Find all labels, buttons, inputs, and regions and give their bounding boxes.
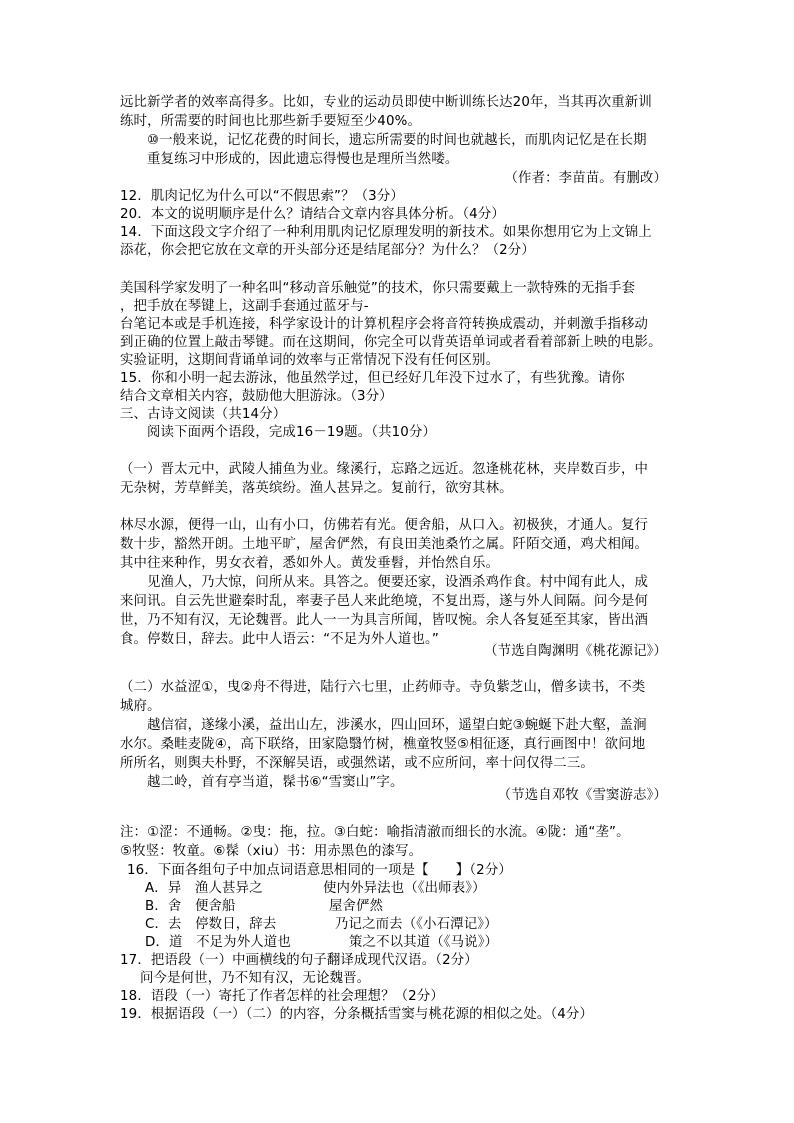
question-12: 12．肌肉记忆为什么可以“不假思索”？（3分） xyxy=(120,189,404,204)
option-a-compare: 使内外异法也（《出师表》） xyxy=(323,881,486,896)
source-attribution: （作者：李苗苗。有删改） xyxy=(504,171,667,186)
text-line: 添花，你会把它放在文章的开头部分还是结尾部分？为什么？（2分） xyxy=(120,243,535,258)
text-line: ⑤牧竖：牧童。⑥髹（xiu）书：用赤黑色的漆写。 xyxy=(120,844,423,859)
question-16: 16．下面各组句子中加点词语意思相同的一项是【 】（2分） xyxy=(127,863,512,878)
text-line: 食。停数日，辞去。此中人语云：“不足为外人道也。” xyxy=(120,632,439,647)
text-line: 重复练习中形成的，因此遗忘得慢也是理所当然喽。 xyxy=(147,152,459,167)
source-attribution: （节选自陶渊明《桃花源记》） xyxy=(484,644,667,659)
text-line: 实验证明，这期间背诵单词的效率与正常情况下没有任何区别。 xyxy=(120,353,500,368)
text-line: 越二岭，首有亭当道，髹书⑥“雪窦山”字。 xyxy=(147,775,404,790)
option-d-word: D．道 不足为外人道也 xyxy=(145,935,291,950)
annotation-notes: 注：①涩：不通畅。②曳：拖，拉。③白蛇：喻指清澈而细长的水流。④陇：通“垄”。 xyxy=(120,825,630,840)
passage-two: （二）水益涩①，曳②舟不得进，陆行六七里，止药师寺。寺负紫芝山，僧多读书，不类 xyxy=(120,680,646,695)
section-instruction: 阅读下面两个语段，完成16－19题。（共10分） xyxy=(147,425,437,440)
text-line: 台笔记本或是手机连接，科学家设计的计算机程序会将音符转换成震动，并刺激手指移动 xyxy=(120,317,649,332)
option-c-compare: 乃记之而去（《小石潭记》） xyxy=(335,917,498,932)
text-line: 来问讯。自云先世避秦时乱，率妻子邑人来此绝境，不复出焉，遂与外人间隔。问今是何 xyxy=(120,594,649,609)
question-14: 14．下面这段文字介绍了一种利用肌肉记忆原理发明的新技术。如果你想用它为上文锦上 xyxy=(120,225,652,240)
text-line: 无杂树，芳草鲜美，落英缤纷。渔人甚异之。复前行，欲穷其林。 xyxy=(120,481,513,496)
option-b-compare: 屋舍俨然 xyxy=(329,899,384,914)
text-line: 其中往来种作，男女衣着，悉如外人。黄发垂髫，并怡然自乐。 xyxy=(120,556,500,571)
text-line: 结合文章相关内容，鼓励他大胆游泳。（3分） xyxy=(120,389,393,404)
text-line: 远比新学者的效率高得多。比如，专业的运动员即使中断训练长达20年，当其再次重新训 xyxy=(120,95,652,110)
source-attribution: （节选自邓牧《雪窦游志》） xyxy=(497,788,667,803)
question-18: 18．语段（一）寄托了作者怎样的社会理想？（2分） xyxy=(120,989,444,1004)
text-line: ⑩一般来说，记忆花费的时间长，遗忘所需要的时间也就越长，而肌肉记忆是在长期 xyxy=(147,133,647,148)
question-20: 20．本文的说明顺序是什么？请结合文章内容具体分析。（4分） xyxy=(120,207,505,222)
passage-one: （一）晋太元中，武陵人捕鱼为业。缘溪行，忘路之远近。忽逢桃花林，夹岸数百步，中 xyxy=(120,462,649,477)
option-b-word: B．舍 便舍船 xyxy=(145,899,236,914)
text-line: 越信宿，遂缘小溪，益出山左，涉溪水，四山回环，遥望白蛇③蜿蜒下赴大壑，盖涧 xyxy=(147,718,647,733)
option-a-word: A．异 渔人甚异之 xyxy=(145,881,263,896)
text-line: 所所名，则舆夫朴野，不深解吴语，或强然诺，或不应所问，率十问仅得二三。 xyxy=(120,756,594,771)
question-15: 15．你和小明一起去游泳，他虽然学过，但已经好几年没下过水了，有些犹豫。请你 xyxy=(120,371,625,386)
option-c-word: C．去 停数日，辞去 xyxy=(145,917,277,932)
translation-sentence: 问今是何世，乃不知有汉，无论魏晋。 xyxy=(140,971,371,986)
question-19: 19．根据语段（一）（二）的内容，分条概括雪窦与桃花源的相似之处。（4分） xyxy=(120,1007,593,1022)
text-line: 见渔人，乃大惊，问所从来。具答之。便要还家，设酒杀鸡作食。村中闻有此人，成 xyxy=(147,575,649,590)
text-line: 城府。 xyxy=(120,699,161,714)
text-line: 数十步，豁然开朗。土地平旷，屋舍俨然，有良田美池桑竹之属。阡陌交通，鸡犬相闻。 xyxy=(120,537,649,552)
option-d-compare: 策之不以其道（《马说》） xyxy=(349,935,499,950)
text-line: 到正确的位置上敲击琴键。而在这期间，你完全可以背英语单词或者看着部新上映的电影。 xyxy=(120,335,662,350)
text-line: 林尽水源，便得一山，山有小口，仿佛若有光。便舍船，从口入。初极狭，才通人。复行 xyxy=(120,518,649,533)
text-line: 练时，所需要的时间也比那些新手要短至少40%。 xyxy=(120,114,422,129)
text-line: 世，乃不知有汉，无论魏晋。此人一一为具言所闻，皆叹惋。余人各复延至其家，皆出酒 xyxy=(120,613,649,628)
material-paragraph: 美国科学家发明了一种名叫“移动音乐触觉”的技术，你只需要戴上一款特殊的无指手套 xyxy=(120,281,636,296)
text-line: 水尔。桑畦麦陇④，高下联络，田家隐翳竹树，樵童牧竖⑤相征逐，真行画图中！欲问地 xyxy=(120,737,646,752)
question-17: 17．把语段（一）中画横线的句子翻译成现代汉语。（2分） xyxy=(120,953,478,968)
section-heading: 三、古诗文阅读（共14分） xyxy=(120,407,287,422)
text-line: ，把手放在琴键上，这副手套通过蓝牙与- xyxy=(120,299,369,314)
